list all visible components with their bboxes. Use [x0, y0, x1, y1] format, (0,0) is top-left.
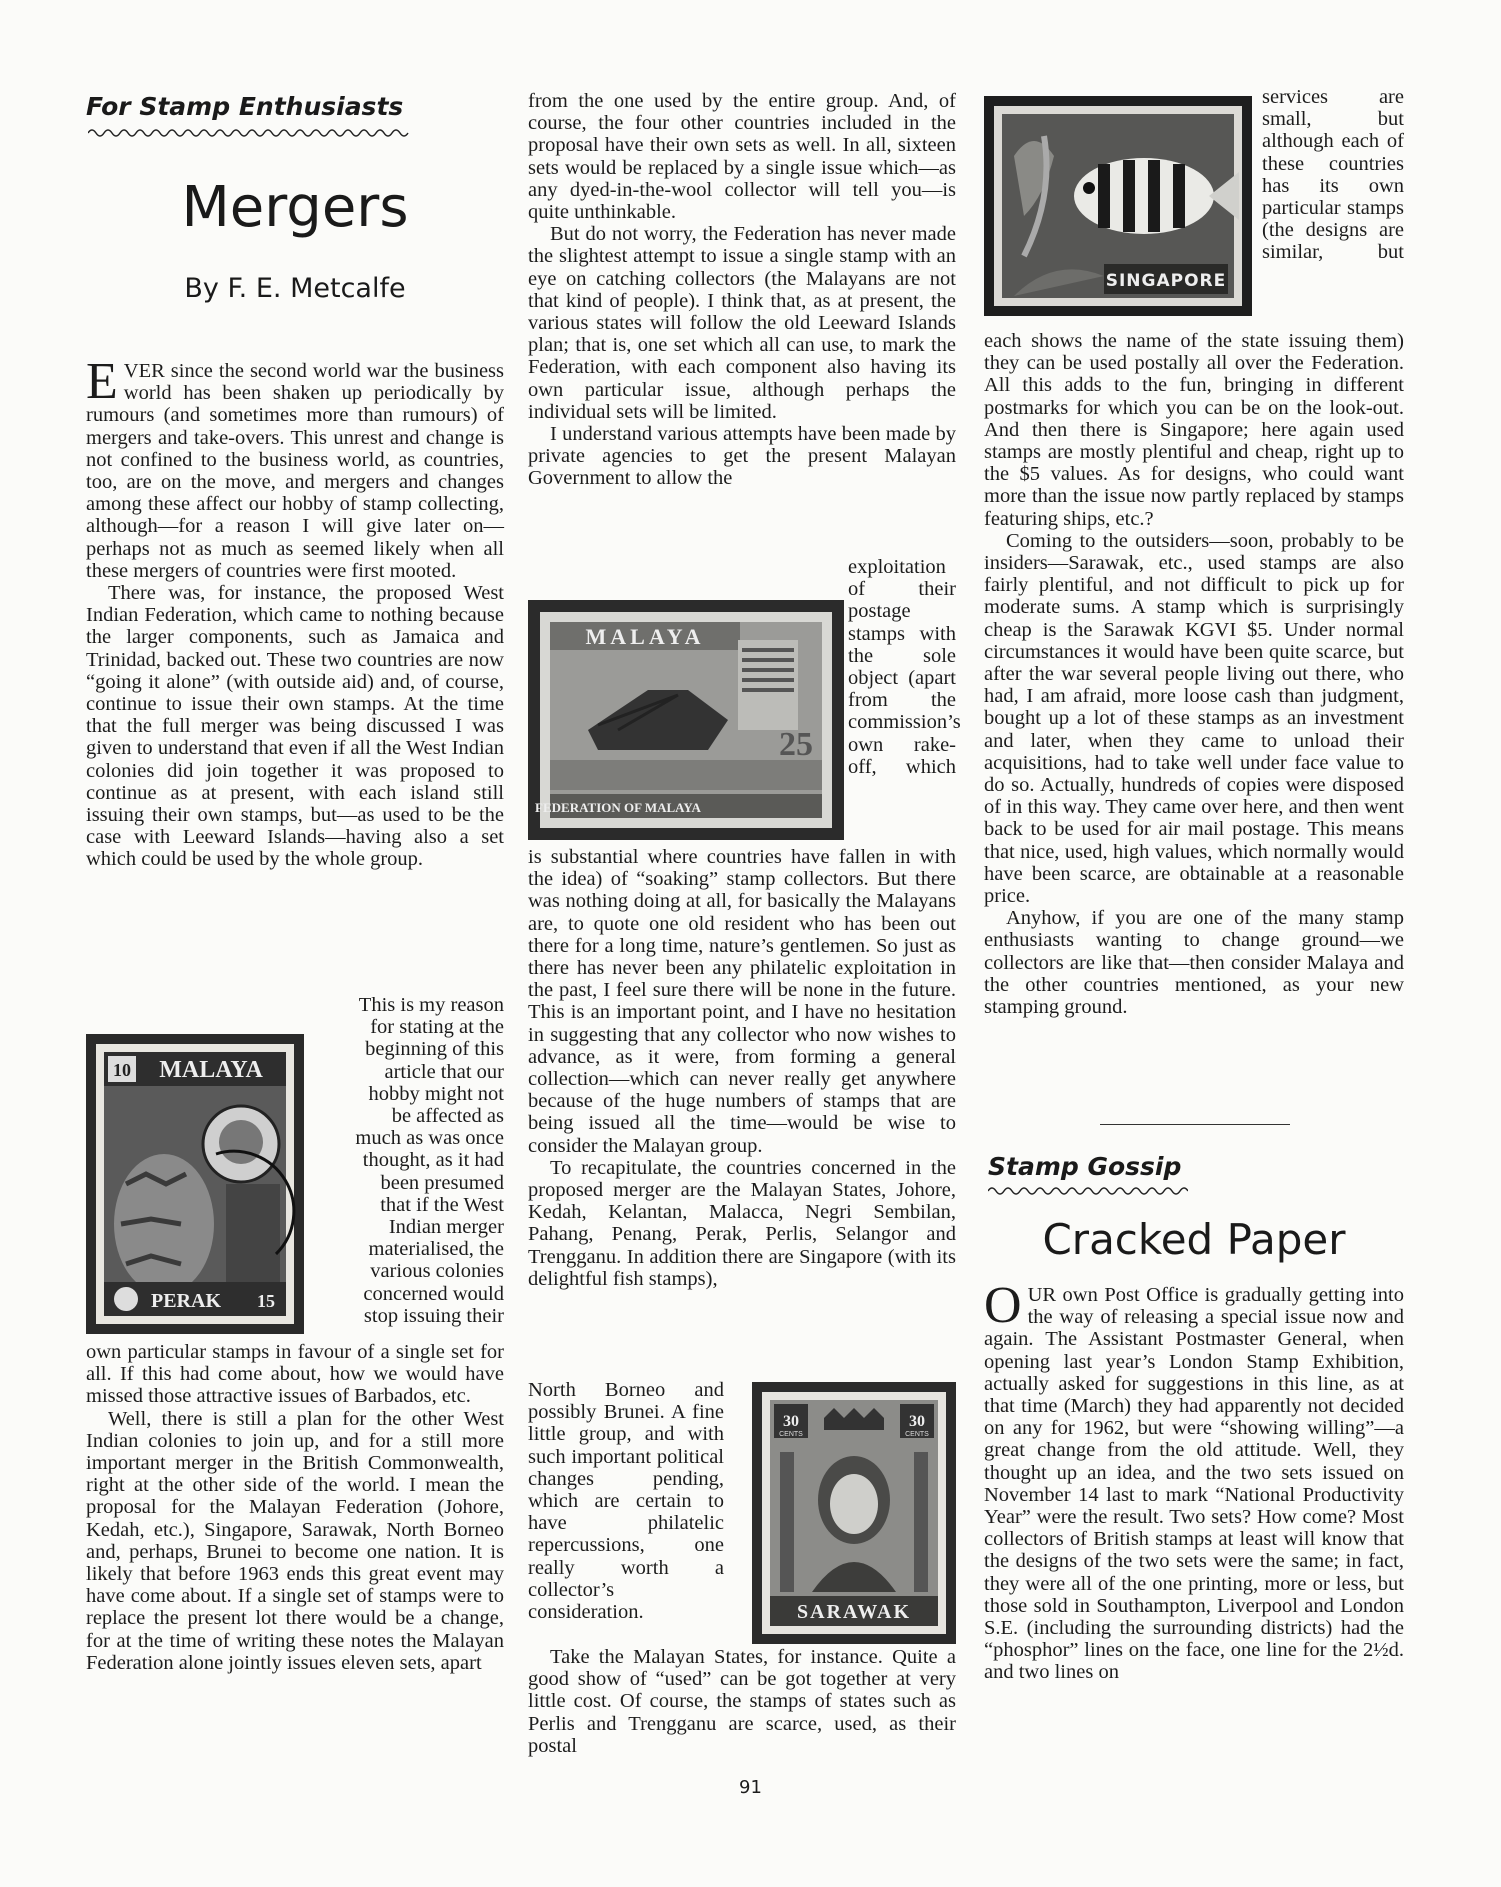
paragraph: each shows the name of the state issuing them) they can be used postally all over the Federation. All this adds to the fun, bringing in different postmarks for which you can be on the look-out. And then there is Singapore; here again used stamps are mostly plentiful and cheap, right up to the $5 values. As for designs, who could want more than the issue now partly replaced by stamps featuring ships, etc.?: [984, 330, 1404, 530]
stamp-cents-2: CENTS: [905, 1431, 929, 1438]
squiggle-ornament: [988, 1186, 1188, 1196]
stamp-country: MALAYA: [159, 1057, 263, 1083]
stamp-value: 30: [783, 1413, 799, 1430]
paragraph: Well, there is still a plan for the other West Indian colonies to join up, and for a still more important merger in the British Commonwealth, right at the other side of the world. I mean the proposal for the Malayan Federation (Johore, Kedah, etc.), Singapore, Sarawak, North Borneo and, perhaps, Brunei to become one nation. It is likely that before 1963 ends this great event may have come about. If a single set of stamps were to replace the present lot there would be a change, for at the time of writing these notes the Malayan Federation alone jointly issues eleven sets, apart: [86, 1407, 504, 1674]
stamp-country: SARAWAK: [796, 1601, 912, 1623]
article-title-cracked-paper: Cracked Paper: [1042, 1215, 1346, 1264]
stamp-cents: CENTS: [779, 1431, 803, 1438]
stamp-sarawak-image: [752, 1382, 956, 1644]
section-label-stamp-enthusiasts: For Stamp Enthusiasts: [86, 92, 404, 121]
stamp-value: 25: [779, 726, 813, 763]
paragraph: There was, for instance, the proposed West Indian Federation, which came to nothing because the larger components, such as Jamaica and Trinidad, backed out. These two countries are now “going it alone” (with outside aid) and, of course, continue to issue their own stamps. At the time that the full merger was being discussed I was given to understand that even if all the West Indian colonies did join together it was proposed to continue as at present, with each island still issuing their own stamps, but—as used to be the case with Leeward Islands—having also a set which could be used by the whole group.: [86, 582, 504, 871]
paragraph: Coming to the outsiders—soon, probably to be insiders—Sarawak, etc., used stamps are also fairly plentiful, and not difficult to pick up for moderate sums. A stamp which is surprisingly cheap is the Sarawak KGVI $5. Under normal circumstances it would have been quite scarce, but after the war several people living out there, who had, I am afraid, more loose cash than judgment, bought up a lot of these stamps as an investment and later, when they came to unload their acquisitions, had to take well under face value to do so. Actually, hundreds of copies were disposed of in this way. They came over here, and then went back to be used for air mail postage. This means that nice, used, high values, which normally would have been scarce, are obtainable at a reasonable price.: [984, 529, 1404, 908]
article-title-mergers: Mergers: [181, 175, 409, 240]
stamp-value-2: 30: [909, 1413, 925, 1430]
squiggle-ornament: [88, 128, 418, 138]
stamp-malaya-federation-image: [528, 600, 844, 840]
paragraph: services are small, but although each of these countries has its own particular stamps (the designs are similar, but: [1262, 86, 1404, 264]
paragraph: exploitation of their postage stamps with the sole object (apart from the commission’s own rake-off, which: [848, 556, 961, 778]
stamp-caption: FEDERATION OF MALAYA: [535, 800, 701, 815]
paragraph: from the one used by the entire group. And, of course, the four other countries included in the proposal have their own sets as well. In all, sixteen sets would be replaced by a single issue which—as any dyed-in-the-wool collector will tell you—is quite unthinkable.: [528, 90, 956, 224]
section-label-stamp-gossip: Stamp Gossip: [988, 1152, 1182, 1181]
stamp-value: 10: [113, 1060, 131, 1080]
stamp-singapore-image: [984, 96, 1252, 316]
stamp-state: PERAK: [151, 1290, 221, 1312]
paragraph: This is my reason for stating at the beginning of this article that our hobby might not be affected as much as was once thought, as it had been presumed that if the West Indian merger materialised, the various colonies concerned would stop issuing their: [355, 994, 504, 1327]
paragraph: EVER since the second world war the business world has been shaken up periodically by rumours (and sometimes more than rumours) of mergers and take-overs. This unrest and change is not confined to the business world, as countries, too, are on the move, and mergers and changes among these affect our hobby of stamp collecting, although—for a reason I will give later on—perhaps not as much as seemed likely when all these mergers of countries were first mooted.: [86, 353, 504, 582]
paragraph: I understand various attempts have been made by private agencies to get the present Malayan Government to allow the: [528, 423, 956, 490]
paragraph: OUR own Post Office is gradually getting into the way of releasing a special issue now and again. The Assistant Postmaster General, when opening last year’s London Stamp Exhibition, actually asked for suggestions in this line, as at that time (March) they had apparently not decided on any for 1962, but were “showing willing”—a great change from the old attitude. Well, they thought up an idea, and the two sets issued on November 14 last to mark “National Productivity Year” were the result. Two sets? How come? Most collectors of British stamps at least will know that the designs of the two sets were the same; in fact, they were all of the one printing, more or less, but those sold in Southampton, Liverpool and London S.E. (including the surrounding districts) had the “phosphor” lines on the face, one line for the 2½d. and two lines on: [984, 1277, 1404, 1684]
byline: By F. E. Metcalfe: [184, 273, 406, 304]
stamp-country: SINGAPORE: [1105, 271, 1227, 291]
page-number: 91: [739, 1777, 762, 1798]
paragraph: own particular stamps in favour of a single set for all. If this had come about, how we would have missed those attractive issues of Barbados, etc.: [86, 1341, 504, 1408]
paragraph: is substantial where countries have fallen in with the idea) of “soaking” stamp collectors. But there was nothing doing at all, for basically the Malayans are, to quote one old resident who has been out there for a long time, nature’s gentlemen. So just as there has never been any philatelic exploitation in the past, I feel sure there will be none in the future. This is an important point, and I have no hesitation in suggesting that any collector who now wishes to advance, as it were, from forming a general collection—which can never really get anywhere because of the huge numbers of stamps that are being issued all the time—would be wise to consider the Malayan group.: [528, 846, 956, 1157]
stamp-malaya-perak-image: [86, 1034, 304, 1334]
stamp-country: MALAYA: [585, 624, 705, 649]
paragraph: Anyhow, if you are one of the many stamp enthusiasts wanting to change ground—we collectors are like that—then consider Malaya and the other countries mentioned, as your new stamping ground.: [984, 907, 1404, 1019]
paragraph: Take the Malayan States, for instance. Quite a good show of “used” can be got together at very little cost. Of course, the stamps of states such as Perlis and Trengganu are scarce, used, as their postal: [528, 1646, 956, 1757]
stamp-value-2: 15: [257, 1291, 275, 1311]
section-divider: [1100, 1124, 1290, 1125]
paragraph: To recapitulate, the countries concerned in the proposed merger are the Malayan States, Johore, Kedah, Kelantan, Malacca, Negri Sembilan, Pahang, Penang, Perak, Perlis, Selangor and Trengganu. In addition there are Singapore (with its delightful fish stamps),: [528, 1156, 956, 1290]
paragraph: North Borneo and possibly Brunei. A fine little group, and with such important political changes pending, which are certain to have philatelic repercussions, one really worth a collector’s consideration.: [528, 1379, 724, 1624]
paragraph: But do not worry, the Federation has never made the slightest attempt to issue a single stamp with an eye on catching collectors (the Malayans are not that kind of people). I think that, as at present, the various states will follow the old Leeward Islands plan; that is, one set which all can use, to mark the Federation, with each component also having its own particular issue, although perhaps the individual sets will be limited.: [528, 223, 956, 423]
